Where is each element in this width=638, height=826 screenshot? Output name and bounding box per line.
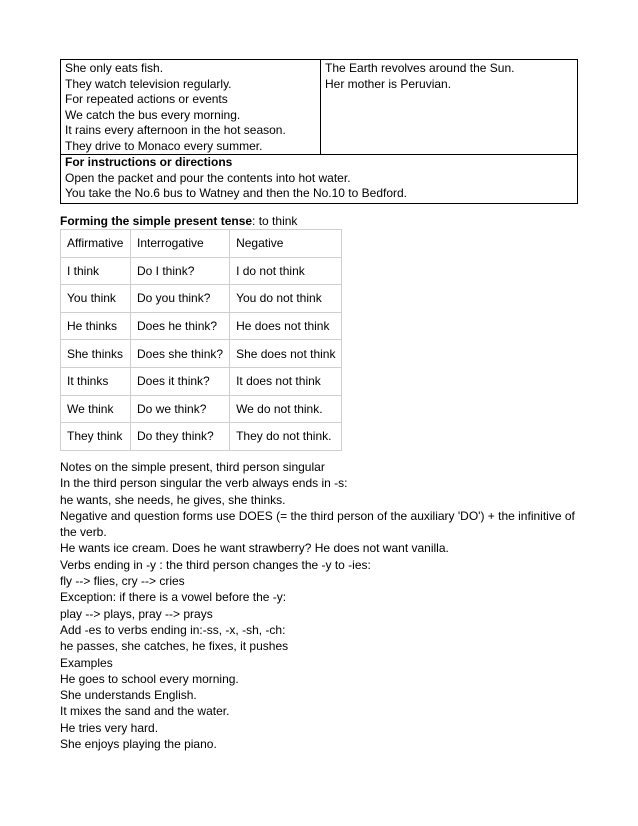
conjugation-table	[60, 229, 342, 451]
note-line: Verbs ending in -y : the third person changes the -y to -ies:	[60, 557, 371, 572]
table-cell: We think	[61, 395, 131, 423]
note-line: He goes to school every morning.	[60, 671, 239, 686]
note-line: play --> plays, pray --> prays	[60, 606, 213, 621]
table-row	[61, 312, 342, 340]
note-line: fly --> flies, cry --> cries	[60, 574, 185, 589]
usage-left-line: They watch television regularly.	[65, 76, 232, 91]
table-row	[61, 395, 342, 423]
table-cell: They think	[61, 423, 131, 451]
table-row	[61, 285, 342, 313]
table-cell: Do I think?	[131, 257, 230, 285]
note-line: In the third person singular the verb always ends in -s:	[60, 476, 348, 491]
forming-heading-bold: Forming the simple present tense	[60, 214, 253, 228]
table-cell: Do you think?	[131, 285, 230, 313]
note-line: He tries very hard.	[60, 720, 159, 735]
instructions-cell	[61, 155, 577, 203]
note-line: Negative and question forms use DOES (= the third person of the auxiliary 'DO') + the infinitive of the verb.	[60, 508, 575, 540]
table-cell: You do not think	[230, 285, 342, 313]
table-cell: We do not think.	[230, 395, 342, 423]
usage-examples-table	[60, 59, 578, 204]
usage-right-line: The Earth revolves around the Sun.	[325, 61, 515, 75]
note-line: Add -es to verbs ending in:-ss, -x, -sh, -ch:	[60, 622, 286, 637]
table-cell: I do not think	[230, 257, 342, 285]
table-cell: She does not think	[230, 340, 342, 368]
usage-left-line: For repeated actions or events	[65, 92, 228, 106]
note-line: It mixes the sand and the water.	[60, 704, 230, 719]
table-cell: It thinks	[61, 367, 131, 395]
table-row	[61, 257, 342, 285]
table-cell: Do we think?	[131, 395, 230, 423]
conjugation-table-body	[61, 230, 342, 451]
usage-left-line: They drive to Monaco every summer.	[65, 138, 263, 153]
table-row	[61, 340, 342, 368]
instructions-line: Open the packet and pour the contents into hot water.	[65, 170, 351, 185]
table-cell: Does she think?	[131, 340, 230, 368]
table-cell: Does he think?	[131, 312, 230, 340]
table-cell: You think	[61, 285, 131, 313]
note-line: She understands English.	[60, 688, 197, 703]
table-cell: Interrogative	[131, 230, 230, 258]
table-cell: It does not think	[230, 367, 342, 395]
table-cell: He does not think	[230, 312, 342, 340]
table-cell: Affirmative	[61, 230, 131, 258]
table-cell: They do not think.	[230, 423, 342, 451]
note-line: he passes, she catches, he fixes, it pushes	[60, 639, 289, 654]
table-cell: I think	[61, 257, 131, 285]
table-cell: Does it think?	[131, 367, 230, 395]
instructions-line: You take the No.6 bus to Watney and then the No.10 to Bedford.	[65, 186, 408, 200]
usage-left-cell	[61, 60, 321, 154]
usage-top-row	[61, 60, 577, 155]
table-cell: She thinks	[61, 340, 131, 368]
table-row	[61, 423, 342, 451]
note-line: he wants, she needs, he gives, she thinks.	[60, 492, 286, 507]
note-line: Examples	[60, 655, 113, 670]
note-line: She enjoys playing the piano.	[60, 737, 217, 752]
table-header-row	[61, 230, 342, 258]
table-cell: Negative	[230, 230, 342, 258]
table-cell: Do they think?	[131, 423, 230, 451]
usage-left-line: She only eats fish.	[65, 61, 164, 75]
forming-heading	[60, 213, 297, 229]
forming-heading-rest: : to think	[252, 214, 298, 228]
usage-left-line: It rains every afternoon in the hot season.	[65, 123, 286, 137]
table-row	[61, 367, 342, 395]
note-line: Exception: if there is a vowel before the -y:	[60, 590, 287, 605]
usage-right-line: Her mother is Peruvian.	[325, 76, 452, 91]
instructions-heading: For instructions or directions	[65, 155, 233, 169]
note-line: Notes on the simple present, third person singular	[60, 460, 325, 474]
notes-section	[60, 459, 580, 752]
note-line: He wants ice cream. Does he want strawberry? He does not want vanilla.	[60, 541, 449, 556]
table-cell: He thinks	[61, 312, 131, 340]
usage-right-cell	[321, 60, 577, 154]
usage-left-line: We catch the bus every morning.	[65, 107, 241, 122]
